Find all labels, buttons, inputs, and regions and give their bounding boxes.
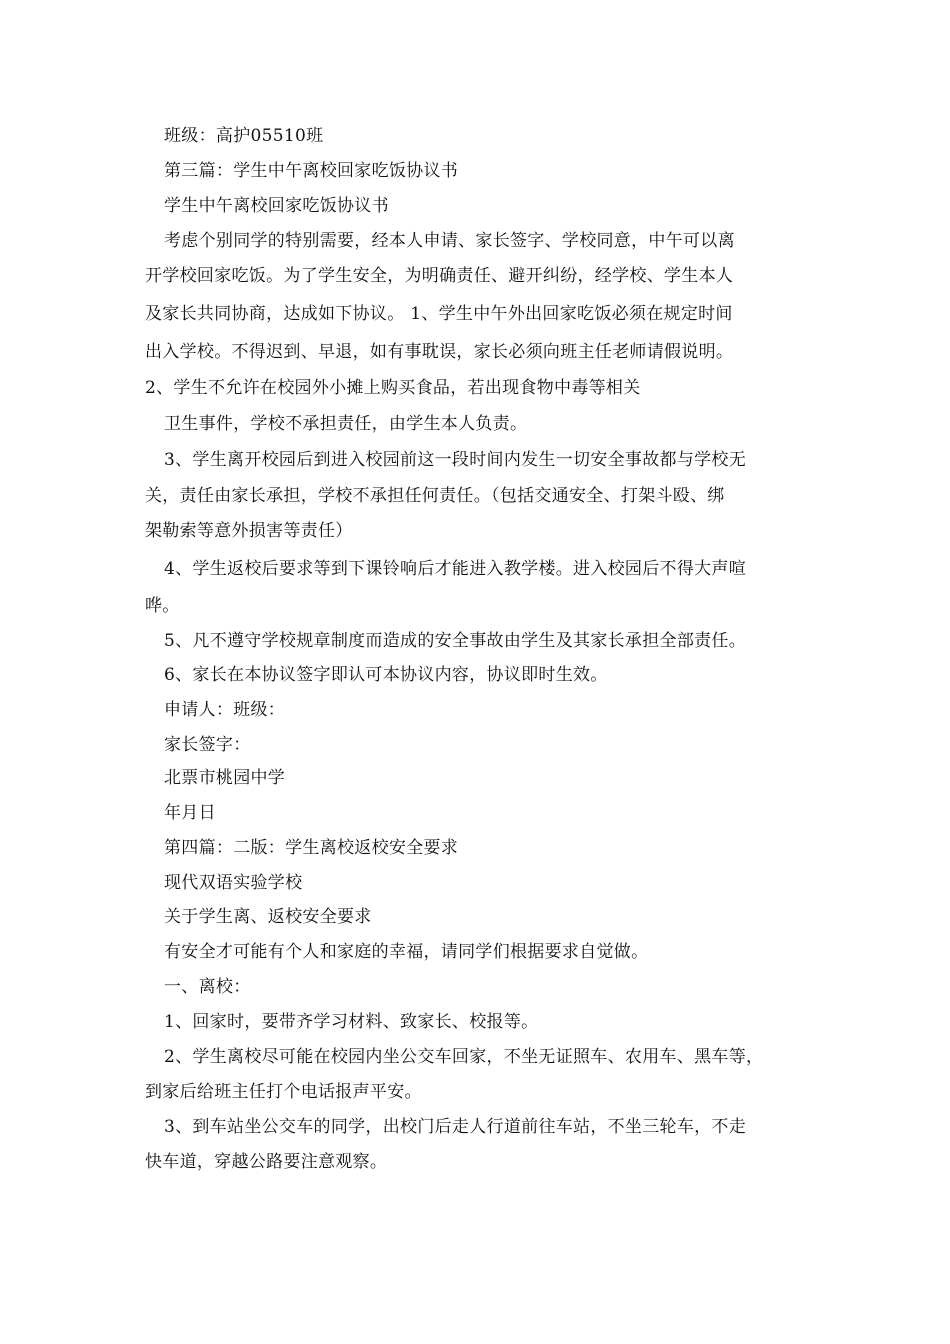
paragraph-line: 架勒索等意外损害等责任） (145, 521, 353, 541)
paragraph-line: 出入学校。不得迟到、早退，如有事耽误，家长必须向班主任老师请假说明。 (145, 342, 734, 362)
paragraph-line: 考虑个别同学的特别需要，经本人申请、家长签字、学校同意，中午可以离 (164, 231, 735, 251)
school-name-line: 北票市桃园中学 (164, 768, 286, 788)
paragraph-line: 6、家长在本协议签字即认可本协议内容，协议即时生效。 (164, 665, 608, 685)
paragraph-line: 2、学生离校尽可能在校园内坐公交车回家，不坐无证照车、农用车、黑车等， (164, 1047, 764, 1067)
paragraph-line: 快车道，穿越公路要注意观察。 (145, 1152, 388, 1172)
section-three-heading: 第三篇：学生中午离校回家吃饭协议书 (164, 161, 459, 181)
paragraph-line: 2、学生不允许在校园外小摊上购买食品，若出现食物中毒等相关 (145, 378, 641, 398)
paragraph-line: 4、学生返校后要求等到下课铃响后才能进入教学楼。进入校园后不得大声喧 (164, 559, 747, 579)
subsection-heading: 一、离校： (164, 977, 251, 997)
paragraph-line: 1、回家时，要带齐学习材料、致家长、校报等。 (164, 1012, 539, 1032)
requirements-title: 关于学生离、返校安全要求 (164, 907, 372, 927)
paragraph-line: 5、凡不遵守学校规章制度而造成的安全事故由学生及其家长承担全部责任。 (164, 631, 747, 651)
paragraph-line: 有安全才可能有个人和家庭的幸福，请同学们根据要求自觉做。 (164, 942, 649, 962)
section-four-heading: 第四篇：二版：学生离校返校安全要求 (164, 838, 459, 858)
date-line: 年月日 (164, 803, 216, 823)
class-line: 班级：高护05510班 (164, 126, 324, 146)
paragraph-line: 开学校回家吃饭。为了学生安全，为明确责任、避开纠纷，经学校、学生本人 (145, 266, 734, 286)
parent-signature-line: 家长签字： (164, 735, 251, 755)
agreement-title: 学生中午离校回家吃饭协议书 (164, 196, 389, 216)
paragraph-line: 及家长共同协商，达成如下协议。 1、学生中午外出回家吃饭必须在规定时间 (145, 304, 733, 324)
school-title: 现代双语实验学校 (164, 873, 303, 893)
paragraph-line: 3、学生离开校园后到进入校园前这一段时间内发生一切安全事故都与学校无 (164, 450, 747, 470)
paragraph-line: 卫生事件，学校不承担责任，由学生本人负责。 (164, 414, 528, 434)
paragraph-line: 到家后给班主任打个电话报声平安。 (145, 1082, 422, 1102)
paragraph-line: 3、到车站坐公交车的同学，出校门后走人行道前往车站，不坐三轮车，不走 (164, 1117, 747, 1137)
paragraph-line: 哗。 (145, 596, 180, 616)
paragraph-line: 关，责任由家长承担，学校不承担任何责任。（包括交通安全、打架斗殴、绑 (145, 486, 725, 506)
applicant-line: 申请人：班级： (164, 700, 286, 720)
